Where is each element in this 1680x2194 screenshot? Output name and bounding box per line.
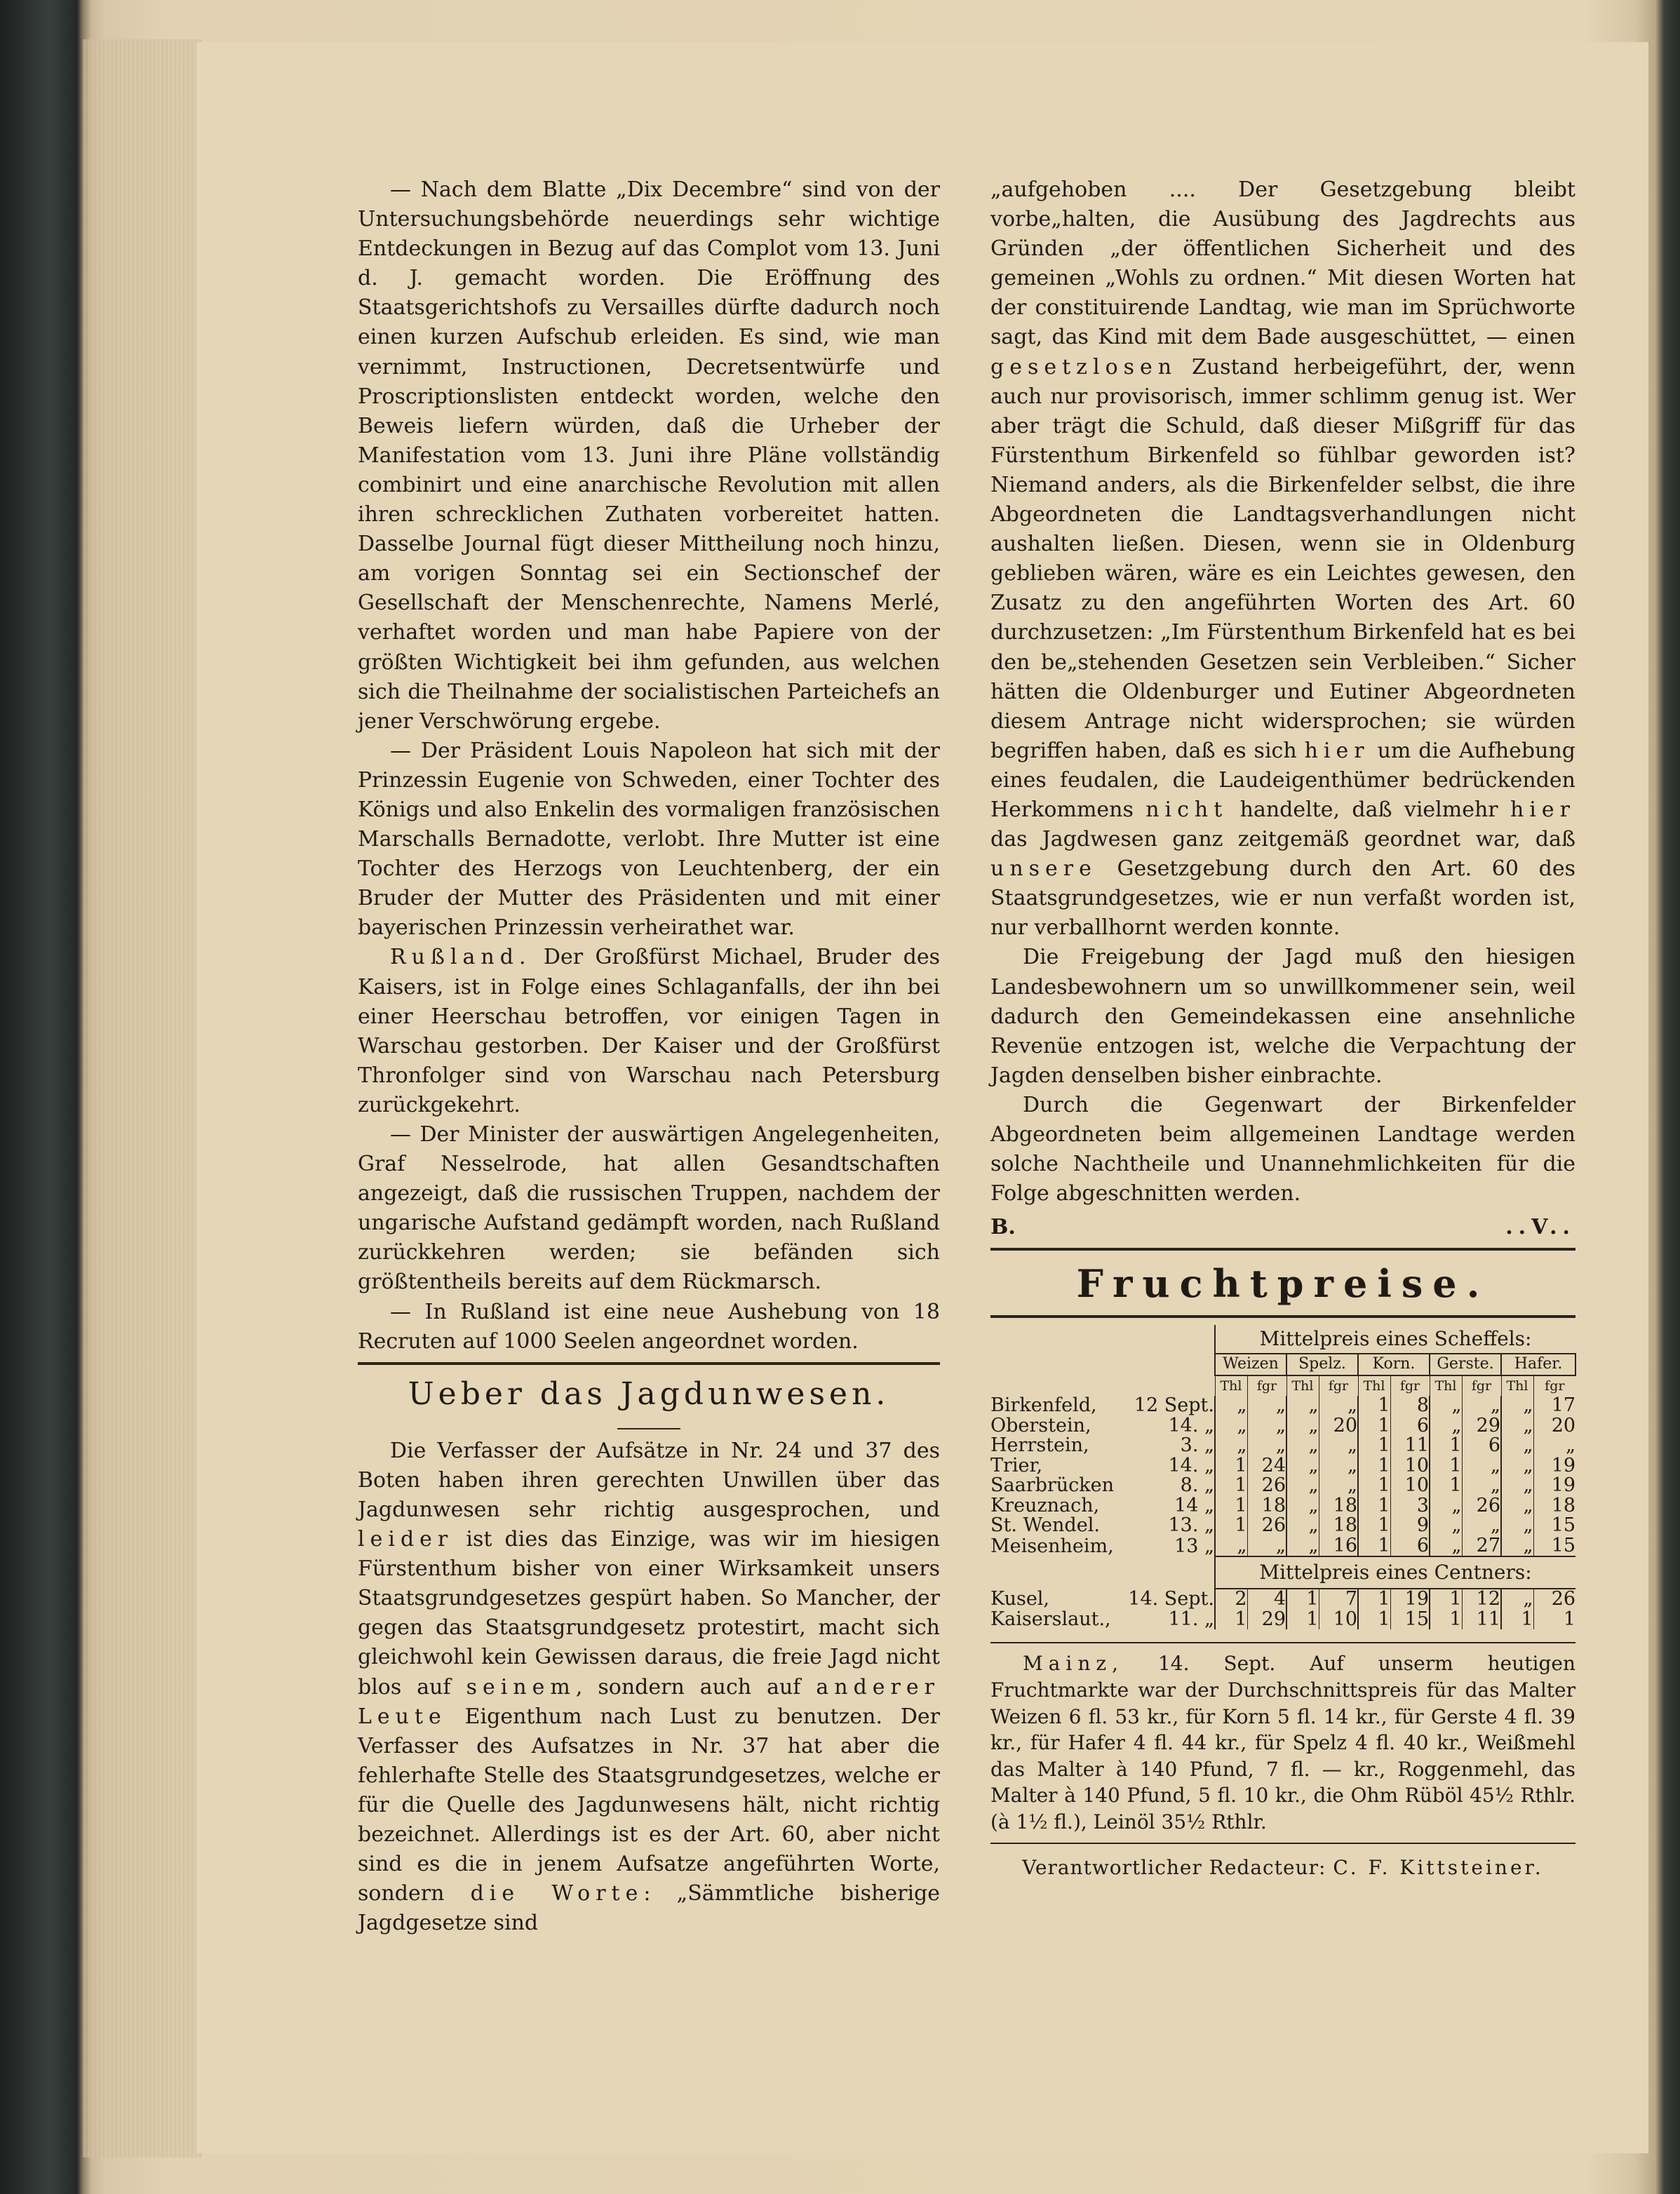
signature-line — [990, 1213, 1575, 1242]
text-run: handelte, daß vielmehr — [1228, 797, 1510, 822]
price-cell: 1 — [1358, 1416, 1390, 1436]
price-cell: 18 — [1247, 1496, 1286, 1516]
spaced-text: hier — [1304, 738, 1370, 763]
grain-header: Spelz. — [1286, 1354, 1358, 1375]
editor-label: Verantwortlicher Redacteur: — [1022, 1855, 1326, 1879]
price-cell: 7 — [1319, 1589, 1358, 1610]
section-rule — [990, 1248, 1575, 1251]
price-cell: 19 — [1390, 1589, 1430, 1610]
price-cell: 29 — [1247, 1610, 1286, 1630]
price-cell: „ — [1501, 1536, 1533, 1557]
price-cell: „ — [1462, 1396, 1501, 1416]
price-cell: 15 — [1533, 1516, 1575, 1536]
article-paragraph — [358, 1436, 940, 1939]
unit-header: Thl — [1358, 1375, 1390, 1397]
place-name: St. Wendel. — [990, 1516, 1100, 1536]
unit-header: Thl — [1430, 1375, 1462, 1397]
price-cell: „ — [1430, 1496, 1462, 1516]
price-cell: „ — [1286, 1536, 1319, 1557]
table-title-scheffel: Mittelpreis eines Scheffels: — [1215, 1325, 1575, 1354]
price-cell: 1 — [1430, 1589, 1462, 1610]
price-cell: 1 — [1286, 1589, 1319, 1610]
price-cell: „ — [1501, 1476, 1533, 1496]
price-cell: „ — [1286, 1396, 1319, 1416]
price-cell: „ — [1319, 1456, 1358, 1476]
place-name: Kusel, — [990, 1589, 1050, 1610]
left-column — [358, 175, 940, 1938]
page-edges — [83, 39, 202, 2158]
price-cell: „ — [1286, 1476, 1319, 1496]
price-cell: „ — [1319, 1396, 1358, 1416]
price-cell: „ — [1215, 1396, 1247, 1416]
price-cell: „ — [1286, 1516, 1319, 1536]
text-run: , sondern auch auf — [575, 1674, 817, 1700]
price-cell: 1 — [1358, 1496, 1390, 1516]
price-row — [990, 1536, 1575, 1557]
price-cell: „ — [1501, 1436, 1533, 1456]
price-cell: 1 — [1358, 1516, 1390, 1536]
unit-header: fgr — [1390, 1375, 1430, 1397]
price-cell: 9 — [1390, 1516, 1430, 1536]
price-cell: „ — [1430, 1536, 1462, 1557]
price-cell: 2 — [1215, 1589, 1247, 1610]
price-cell: „ — [1286, 1456, 1319, 1476]
price-cell: 15 — [1390, 1610, 1430, 1630]
russland-label: Rußland. — [390, 945, 532, 970]
price-cell: 1 — [1215, 1496, 1247, 1516]
price-cell: „ — [1286, 1416, 1319, 1436]
grain-header: Korn. — [1358, 1354, 1430, 1375]
price-cell: 16 — [1319, 1536, 1358, 1557]
unit-header: Thl — [1286, 1375, 1319, 1397]
price-cell: 11 — [1462, 1610, 1501, 1630]
price-cell: 1 — [1215, 1476, 1247, 1496]
paragraph-recruten: — In Rußland ist eine neue Aushebung von 18 Recruten auf 1000 Seelen angeordnet worden. — [358, 1299, 940, 1354]
price-cell: „ — [1501, 1416, 1533, 1436]
paragraph-nesselrode: — Der Minister der auswärtigen Angelegenheiten, Graf Nesselrode, hat allen Gesandtschaften angezeigt, daß die russischen Truppen, nachdem der ungarische Aufstand gedämpft worden, nach Rußland zurückkehren werden; sie befänden sich größtentheils bereits auf dem Rückmarsch. — [358, 1122, 940, 1295]
text-run: um die Aufhebung eines feudalen, die Laudeigenthümer bedrückenden Herkommens — [990, 738, 1575, 822]
text-run: Gesetzgebung durch den Art. 60 des Staatsgrundgesetzes, wie er nun verfaßt worden ist, nur verballhornt werden konnte. — [990, 856, 1575, 941]
price-cell: 1 — [1358, 1476, 1390, 1496]
unit-header: fgr — [1533, 1375, 1575, 1397]
price-cell: „ — [1462, 1476, 1501, 1496]
price-cell: „ — [1430, 1416, 1462, 1436]
spaced-text: anderer Leute — [358, 1674, 940, 1729]
price-cell: 19 — [1533, 1476, 1575, 1496]
price-cell: „ — [1533, 1436, 1575, 1456]
price-cell: 26 — [1462, 1496, 1501, 1516]
price-date: 13. „ — [1168, 1516, 1214, 1536]
price-row — [990, 1436, 1575, 1456]
place-name: Meisenheim, — [990, 1535, 1114, 1557]
price-cell: „ — [1215, 1536, 1247, 1557]
spaced-text: leider — [358, 1527, 454, 1552]
price-cell: 10 — [1319, 1610, 1358, 1630]
price-cell: 1 — [1430, 1436, 1462, 1456]
price-cell: 1 — [1286, 1610, 1319, 1630]
price-cell: 1 — [1358, 1456, 1390, 1476]
price-row — [990, 1610, 1575, 1630]
price-date: 3. „ — [1180, 1436, 1214, 1456]
unit-header: fgr — [1247, 1375, 1286, 1397]
price-cell: „ — [1462, 1456, 1501, 1476]
price-cell: 19 — [1533, 1456, 1575, 1476]
spaced-text: die Worte — [470, 1881, 644, 1906]
prices-heading: Fruchtpreise. — [1076, 1261, 1490, 1307]
place-name: Herrstein, — [990, 1436, 1089, 1456]
price-cell: „ — [1247, 1416, 1286, 1436]
price-cell: „ — [1247, 1536, 1286, 1557]
article-heading: Ueber das Jagdunwesen. — [408, 1375, 890, 1412]
section-rule — [990, 1843, 1575, 1844]
price-cell: 17 — [1533, 1396, 1575, 1416]
price-cell: 26 — [1247, 1516, 1286, 1536]
section-rule — [358, 1362, 940, 1365]
article-continuation — [990, 175, 1575, 943]
price-date: 14 „ — [1174, 1495, 1214, 1516]
price-cell: 1 — [1358, 1396, 1390, 1416]
paragraph-gegenwart: Durch die Gegenwart der Birkenfelder Abgeordneten beim allgemeinen Landtage werden solche Nachtheile und Unannehmlichkeiten für die Folge abgeschnitten werden. — [990, 1092, 1575, 1206]
text-run: Eigenthum nach Lust zu benutzen. Der Verfasser des Aufsatzes in Nr. 37 hat aber die fehlerhafte Stelle des Staatsgrundgesetzes, welche er für die Quelle des Jagdunwesens hält, nicht richtig bezeichnet. Allerdings ist es der Art. 60, aber nicht sind es die in jenem Aufsatze angeführten Worte, sondern — [358, 1704, 940, 1906]
spaced-text: hier — [1510, 797, 1575, 822]
grain-header: Hafer. — [1501, 1354, 1575, 1375]
heading-rule — [617, 1428, 680, 1429]
place-name: Saarbrücken — [990, 1476, 1115, 1496]
price-cell: 3 — [1390, 1496, 1430, 1516]
price-cell: „ — [1215, 1416, 1247, 1436]
price-cell: „ — [1319, 1436, 1358, 1456]
price-cell: 8 — [1390, 1396, 1430, 1416]
price-row — [990, 1496, 1575, 1516]
spaced-text: unsere — [990, 856, 1097, 882]
price-date: 11. „ — [1168, 1609, 1214, 1630]
price-row — [990, 1456, 1575, 1476]
price-date: 12 Sept. — [1134, 1396, 1214, 1416]
price-cell: 24 — [1247, 1456, 1286, 1476]
price-cell: „ — [1501, 1589, 1533, 1610]
russland-text: Der Großfürst Michael, Bruder des Kaisers, ist in Folge eines Schlaganfalls, der ihn bei einer Heerschau betroffen, vor einigen Tagen in Warschau gestorben. Der Kaiser und der Großfürst Thronfolger sind von Warschau nach Petersburg zurückgekehrt. — [358, 945, 940, 1117]
text-run: das Jagdwesen ganz zeitgemäß geordnet war, daß — [990, 827, 1575, 852]
price-row — [990, 1589, 1575, 1610]
price-cell: „ — [1215, 1436, 1247, 1456]
paragraph-freigebung: Die Freigebung der Jagd muß den hiesigen Landesbewohnern um so unwillkommener sein, weil dadurch den Gemeindekassen eine ansehnliche Revenüe entzogen ist, welche die Verpachtung der Jagden denselben bisher einbrachte. — [990, 945, 1575, 1088]
place-name: Kaiserslaut., — [990, 1609, 1111, 1630]
price-date: 13 „ — [1174, 1535, 1214, 1557]
price-cell: 1 — [1430, 1610, 1462, 1630]
grain-header: Gerste. — [1430, 1354, 1501, 1375]
unit-header: Thl — [1501, 1375, 1533, 1397]
price-cell: 1 — [1215, 1456, 1247, 1476]
price-row — [990, 1396, 1575, 1416]
price-cell: 1 — [1533, 1610, 1575, 1630]
place-name: Oberstein, — [990, 1415, 1091, 1436]
section-rule — [990, 1315, 1575, 1318]
price-cell: 1 — [1430, 1456, 1462, 1476]
price-cell: 1 — [1501, 1610, 1533, 1630]
text-run: ist dies das Einzige, was wir im hiesigen Fürstenthum bisher von einer Wirksamkeit unsers Staatsgrundgesetzes gespürt haben. So Mancher, der gegen das Staatsgrundgesetz protestirt, macht sich gleichwohl kein Gewissen daraus, die freie Jagd nicht blos auf — [358, 1527, 940, 1700]
mainz-text: 14. Sept. Auf unserm heutigen Fruchtmarkte war der Durchschnittspreis für das Malter Weizen 6 fl. 53 kr., für Korn 5 fl. 14 kr., für Gerste 4 fl. 39 kr., für Hafer 4 fl. 44 kr., für Spelz 4 fl. 40 kr., Weißmehl das Malter à 140 Pfund, 7 fl. — kr., Roggenmehl, das Malter à 140 Pfund, 5 fl. 10 kr., die Ohm Rüböl 45½ Rthlr. (à 1½ fl.), Leinöl 35½ Rthlr. — [990, 1652, 1575, 1833]
price-cell: „ — [1501, 1456, 1533, 1476]
unit-header: fgr — [1462, 1375, 1501, 1397]
price-cell: 18 — [1533, 1496, 1575, 1516]
table-title-centner: Mittelpreis eines Centners: — [1215, 1556, 1575, 1589]
price-cell: 20 — [1319, 1416, 1358, 1436]
unit-header: fgr — [1319, 1375, 1358, 1397]
price-date: 8. „ — [1180, 1476, 1214, 1496]
price-cell: „ — [1430, 1516, 1462, 1536]
place-name: Kreuznach, — [990, 1495, 1100, 1516]
price-date: 14. „ — [1168, 1415, 1214, 1436]
price-cell: 27 — [1462, 1536, 1501, 1557]
signature-right: ..V.. — [1505, 1215, 1575, 1240]
paragraph-dix-decembre: — Nach dem Blatte „Dix Decembre“ sind von der Untersuchungsbehörde neuerdings sehr wichtige Entdeckungen in Bezug auf das Complot vom 13. Juni d. J. gemacht worden. Die Eröffnung des Staatsgerichtshofs zu Versailles dürfte dadurch noch einen kurzen Aufschub erleiden. Es sind, wie man vernimmt, Instructionen, Decretsentwürfe und Proscriptionslisten entdeckt worden, welche den Beweis liefern würden, daß die Urheber der Manifestation vom 13. Juni ihre Pläne vollständig combinirt und eine anarchische Revolution mit allen ihren schrecklichen Zuthaten vorbereitet hatten. Dasselbe Journal fügt dieser Mittheilung noch hinzu, am vorigen Sonntag sei ein Sectionschef der Gesellschaft der Menschenrechte, Namens Merlé, verhaftet worden und man habe Papiere von der größten Wichtigkeit bei ihm gefunden, aus welchen sich die Theilnahme der socialistischen Parteichefs an jener Verschwörung ergebe. — [358, 177, 940, 734]
price-date: 14. „ — [1168, 1455, 1214, 1476]
section-rule — [990, 1642, 1575, 1643]
price-cell: „ — [1462, 1516, 1501, 1536]
price-row — [990, 1416, 1575, 1436]
mainz-label: Mainz, — [1023, 1652, 1124, 1676]
price-cell: 6 — [1390, 1416, 1430, 1436]
mainz-report — [990, 1650, 1575, 1835]
editor-line — [990, 1854, 1575, 1882]
place-name: Birkenfeld, — [990, 1396, 1097, 1416]
price-cell: 20 — [1533, 1416, 1575, 1436]
right-column — [990, 175, 1575, 1882]
price-cell: 1 — [1358, 1610, 1390, 1630]
price-cell: „ — [1430, 1396, 1462, 1416]
price-table — [990, 1325, 1576, 1629]
price-cell: 1 — [1358, 1536, 1390, 1557]
unit-header: Thl — [1215, 1375, 1247, 1397]
price-cell: 1 — [1430, 1476, 1462, 1496]
price-cell: „ — [1501, 1496, 1533, 1516]
price-cell: 10 — [1390, 1476, 1430, 1496]
price-cell: 15 — [1533, 1536, 1575, 1557]
price-cell: 18 — [1319, 1496, 1358, 1516]
price-cell: „ — [1247, 1436, 1286, 1456]
price-cell: 6 — [1462, 1436, 1501, 1456]
price-cell: 1 — [1358, 1436, 1390, 1456]
price-row — [990, 1476, 1575, 1496]
price-row — [990, 1516, 1575, 1536]
price-cell: 18 — [1319, 1516, 1358, 1536]
paragraph-napoleon: — Der Präsident Louis Napoleon hat sich mit der Prinzessin Eugenie von Schweden, einer Tochter des Königs und also Enkelin des vormaligen französischen Marschalls Bernadotte, verlobt. Ihre Mutter ist eine Tochter des Herzogs von Leuchtenberg, der ein Bruder der Mutter des Präsidenten und mit einer bayerischen Prinzessin verheirathet war. — [358, 738, 940, 941]
editor-name: C. F. Kittsteiner. — [1333, 1855, 1544, 1879]
price-cell: 29 — [1462, 1416, 1501, 1436]
price-cell: 1 — [1358, 1589, 1390, 1610]
price-cell: „ — [1286, 1436, 1319, 1456]
spaced-text: seinem — [466, 1674, 576, 1700]
price-cell: 11 — [1390, 1436, 1430, 1456]
signature-left: B. — [990, 1215, 1016, 1240]
price-cell: 1 — [1215, 1516, 1247, 1536]
price-cell: 1 — [1215, 1610, 1247, 1630]
text-run: Die Verfasser der Aufsätze in Nr. 24 und 37 des Boten haben ihren gerechten Unwillen über das Jagdunwesen sehr richtig ausgesprochen, und — [358, 1438, 940, 1522]
price-cell: 26 — [1533, 1589, 1575, 1610]
price-cell: 6 — [1390, 1536, 1430, 1557]
price-cell: 4 — [1247, 1589, 1286, 1610]
price-cell: „ — [1501, 1396, 1533, 1416]
text-run: : „Sämmtliche bisherige Jagdgesetze sind — [358, 1881, 941, 1936]
paragraph-russland — [358, 943, 940, 1120]
price-cell: 12 — [1462, 1589, 1501, 1610]
text-run: „aufgehoben .... Der Gesetzgebung bleibt vorbe„halten, die Ausübung des Jagdrechts aus Gründen „der öffentlichen Sicherheit und des gemeinen „Wohls zu ordnen.“ Mit diesen Worten hat der constituirende Landtag, wie man im Sprüchworte sagt, das Kind mit dem Bade ausgeschüttet, — einen — [990, 177, 1575, 350]
price-cell: „ — [1286, 1496, 1319, 1516]
price-cell: „ — [1319, 1476, 1358, 1496]
spaced-text: gesetzlosen — [990, 354, 1178, 379]
spaced-text: nicht — [1145, 797, 1228, 822]
price-cell: „ — [1247, 1396, 1286, 1416]
price-date: 14. Sept. — [1128, 1589, 1214, 1610]
price-cell: „ — [1501, 1516, 1533, 1536]
place-name: Trier, — [990, 1455, 1043, 1476]
grain-header: Weizen — [1215, 1354, 1286, 1375]
price-cell: 26 — [1247, 1476, 1286, 1496]
text-run: Zustand herbeigeführt, der, wenn auch nur provisorisch, immer schlimm genug ist. Wer aber trägt die Schuld, daß dieser Mißgriff für das Fürstenthum Birkenfeld so fühlbar geworden ist? Niemand anders, als die Birkenfelder selbst, die ihre Abgeordneten die Landtagsverhandlungen nicht aushalten ließen. Diesen, wenn sie in Oldenburg geblieben wären, wäre es ein Leichtes gewesen, den Zusatz zu den angeführten Worten des Art. 60 durchzusetzen: „Im Fürstenthum Birkenfeld hat es bei den be„stehenden Gesetzen sein Verbleiben.“ Sicher hätten die Oldenburger und Eutiner Abgeordneten diesem Antrage nicht widersprochen; sie würden begriffen haben, daß es sich — [990, 354, 1575, 763]
price-cell: 10 — [1390, 1456, 1430, 1476]
